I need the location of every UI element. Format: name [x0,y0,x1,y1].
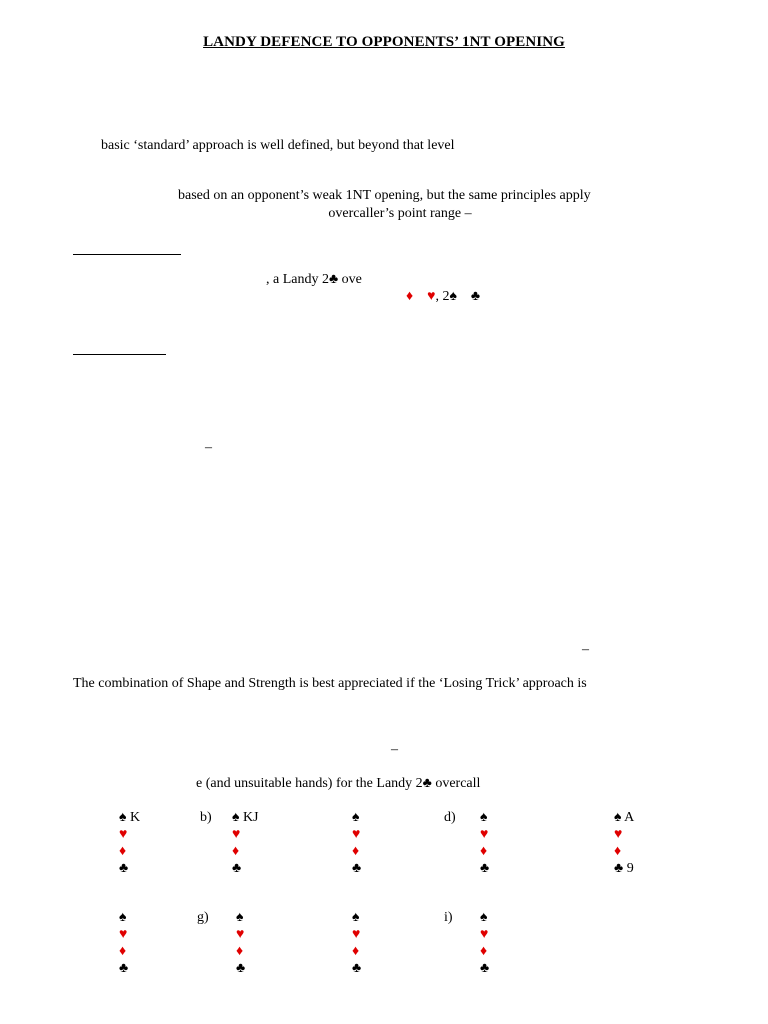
hand-spades: ♠ KJ [232,810,259,825]
spade-icon: ♠ [232,810,240,825]
dash-text: – [205,440,212,455]
heart-icon: ♥ [427,289,436,304]
spade-icon: ♠ [352,810,360,825]
paragraph-line: basic ‘standard’ approach is well defined, but beyond that level [101,138,455,153]
club-icon: ♣ [119,961,129,976]
club-icon: ♣ [480,961,490,976]
dash-text: – [391,742,398,757]
heading-underline [73,254,181,255]
hand-label: b) [200,810,212,825]
spade-icon: ♠ [119,810,127,825]
spade-icon: ♠ [119,910,127,925]
spade-icon: ♠ [480,910,488,925]
suit-text: , 2♠ [435,289,457,304]
club-icon: ♣ [470,289,481,304]
heart-icon: ♥ [480,827,489,842]
heart-icon: ♥ [352,927,361,942]
heart-icon: ♥ [232,827,241,842]
heart-icon: ♥ [119,927,128,942]
diamond-icon: ♦ [119,844,127,859]
club-icon: ♣ [232,861,242,876]
paragraph-line: based on an opponent’s weak 1NT opening, but the same principles apply [178,188,591,203]
suit-line [406,288,480,305]
spade-icon: ♠ [480,810,488,825]
hand-label: d) [444,810,456,825]
hand-spades: ♠ A [614,810,635,825]
diamond-icon: ♦ [352,944,360,959]
heart-icon: ♥ [352,827,361,842]
club-icon: ♣ [352,961,362,976]
diamond-icon: ♦ [614,844,622,859]
spade-icon: ♠ [352,910,360,925]
heart-icon: ♥ [236,927,245,942]
club-icon: ♣ [236,961,246,976]
dash-text: – [582,642,589,657]
diamond-icon: ♦ [406,289,414,304]
hand-label: i) [444,910,453,925]
spade-icon: ♠ [236,910,244,925]
hand-clubs: ♣ 9 [614,861,634,876]
club-icon: ♣ [119,861,129,876]
heart-icon: ♥ [480,927,489,942]
hand-spades: ♠ K [119,810,141,825]
club-icon: ♣ [352,861,362,876]
examples-intro: e (and unsuitable hands) for the Landy 2♣ overcall [196,776,481,791]
diamond-icon: ♦ [480,844,488,859]
diamond-icon: ♦ [119,944,127,959]
diamond-icon: ♦ [352,844,360,859]
paragraph-line: overcaller’s point range – [328,206,472,221]
hand-label: g) [197,910,209,925]
paragraph-line: The combination of Shape and Strength is best appreciated if the ‘Losing Trick’ approach is [73,676,587,691]
club-icon: ♣ [614,861,624,876]
club-icon: ♣ [480,861,490,876]
diamond-icon: ♦ [480,944,488,959]
spade-icon: ♠ [614,810,622,825]
heart-icon: ♥ [614,827,623,842]
diamond-icon: ♦ [232,844,240,859]
paragraph-line: , a Landy 2♣ ove [266,272,362,287]
page-title: LANDY DEFENCE TO OPPONENTS’ 1NT OPENING [203,34,565,50]
heading-underline [73,354,166,355]
diamond-icon: ♦ [236,944,244,959]
heart-icon: ♥ [119,827,128,842]
